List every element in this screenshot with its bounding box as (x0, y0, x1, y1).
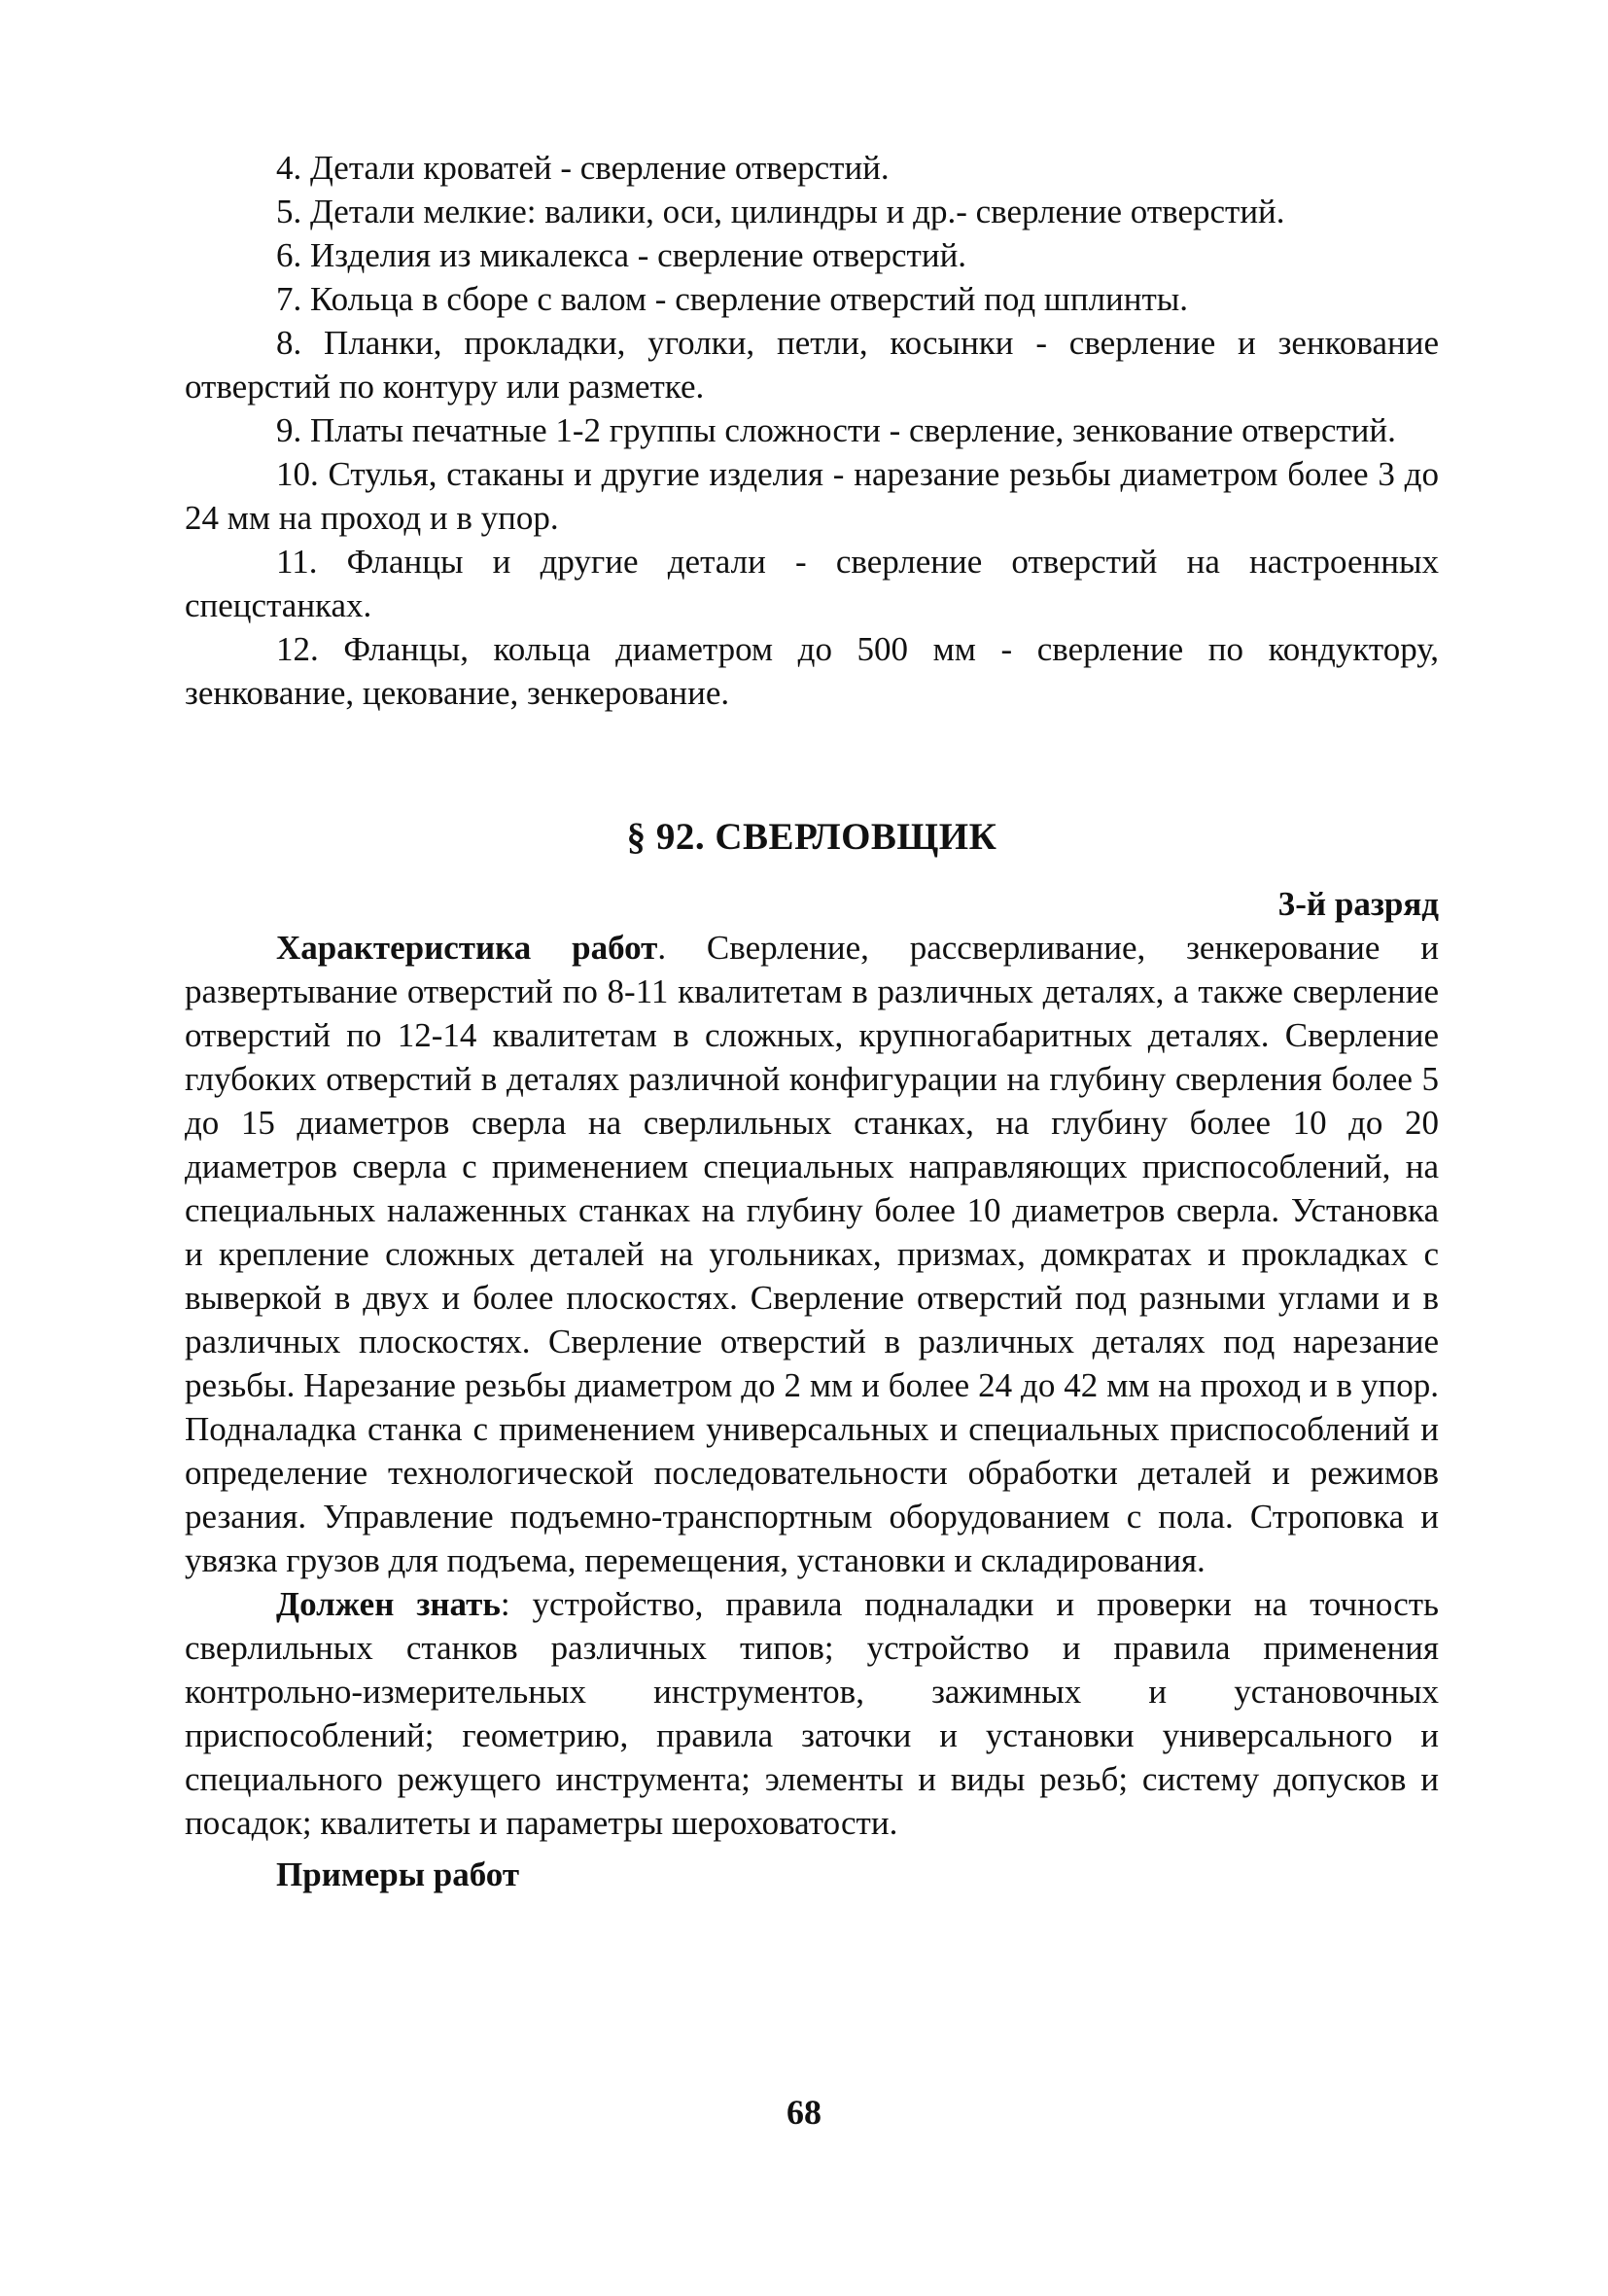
list-item: 10. Стулья, стаканы и другие изделия - нарезание резьбы диаметром более 3 до 24 мм на проход и в упор. (185, 455, 1439, 537)
list-item: 6. Изделия из микалекса - сверление отверстий. (276, 236, 967, 274)
list-item: 8. Планки, прокладки, уголки, петли, косынки - сверление и зенкование отверстий по контуру или разметке. (185, 324, 1439, 406)
knowledge-label: Должен знать (276, 1585, 501, 1623)
list-item: 11. Фланцы и другие детали - сверление отверстий на настроенных спецстанках. (185, 543, 1439, 624)
list-item: 12. Фланцы, кольца диаметром до 500 мм - сверление по кондуктору, зенкование, цекование, зенкерование. (185, 630, 1439, 712)
characteristics-label: Характеристика работ (276, 929, 658, 967)
grade-label: 3-й разряд (1277, 885, 1439, 923)
characteristics-paragraph (185, 926, 1439, 1582)
knowledge-paragraph (185, 1582, 1439, 1845)
page-body (185, 146, 1439, 1896)
section-title: § 92. СВЕРЛОВЩИК (626, 816, 997, 858)
list-item: 7. Кольца в сборе с валом - сверление отверстий под шплинты. (276, 280, 1189, 318)
knowledge-text: : устройство, правила подналадки и проверки на точность сверлильных станков различных типов; устройство и правила применения контрольно-измерительных инструментов, зажимных и установочных приспособлений; геометрию, правила заточки и установки универсального и специального режущего инструмента; элементы и виды резьб; систему допусков и посадок; квалитеты и параметры шероховатости. (185, 1585, 1439, 1842)
list-item: 9. Платы печатные 1-2 группы сложности - сверление, зенкование отверстий. (276, 411, 1396, 449)
page-number: 68 (787, 2093, 821, 2132)
list-item: 5. Детали мелкие: валики, оси, цилиндры и др.- сверление отверстий. (276, 193, 1285, 230)
list-item: 4. Детали кроватей - сверление отверстий. (276, 149, 890, 187)
examples-heading: Примеры работ (276, 1855, 520, 1893)
characteristics-text: . Сверление, рассверливание, зенкерование и развертывание отверстий по 8-11 квалитетам в различных деталях, а также сверление отверстий по 12-14 квалитетам в сложных, крупногабаритных деталях. Сверление глубоких отверстий в деталях различной конфигурации на глубину сверления более 5 до 15 диаметров сверла на сверлильных станках, на глубину более 10 до 20 диаметров сверла с применением специальных направляющих приспособлений, на специальных налаженных станках на глубину более 10 диаметров сверла. Установка и крепление сложных деталей на угольниках, призмах, домкратах и прокладках с выверкой в двух и более плоскостях. Сверление отверстий под разными углами и в различных плоскостях. Сверление отверстий в различных деталях под нарезание резьбы. Нарезание резьбы диаметром до 2 мм и более 24 до 42 мм на проход и в упор. Подналадка станка с применением универсальных и специальных приспособлений и определение технологической последовательности обработки деталей и режимов резания. Управление подъемно-транспортным оборудованием с пола. Строповка и увязка грузов для подъема, перемещения, установки и складирования. (185, 929, 1440, 1579)
